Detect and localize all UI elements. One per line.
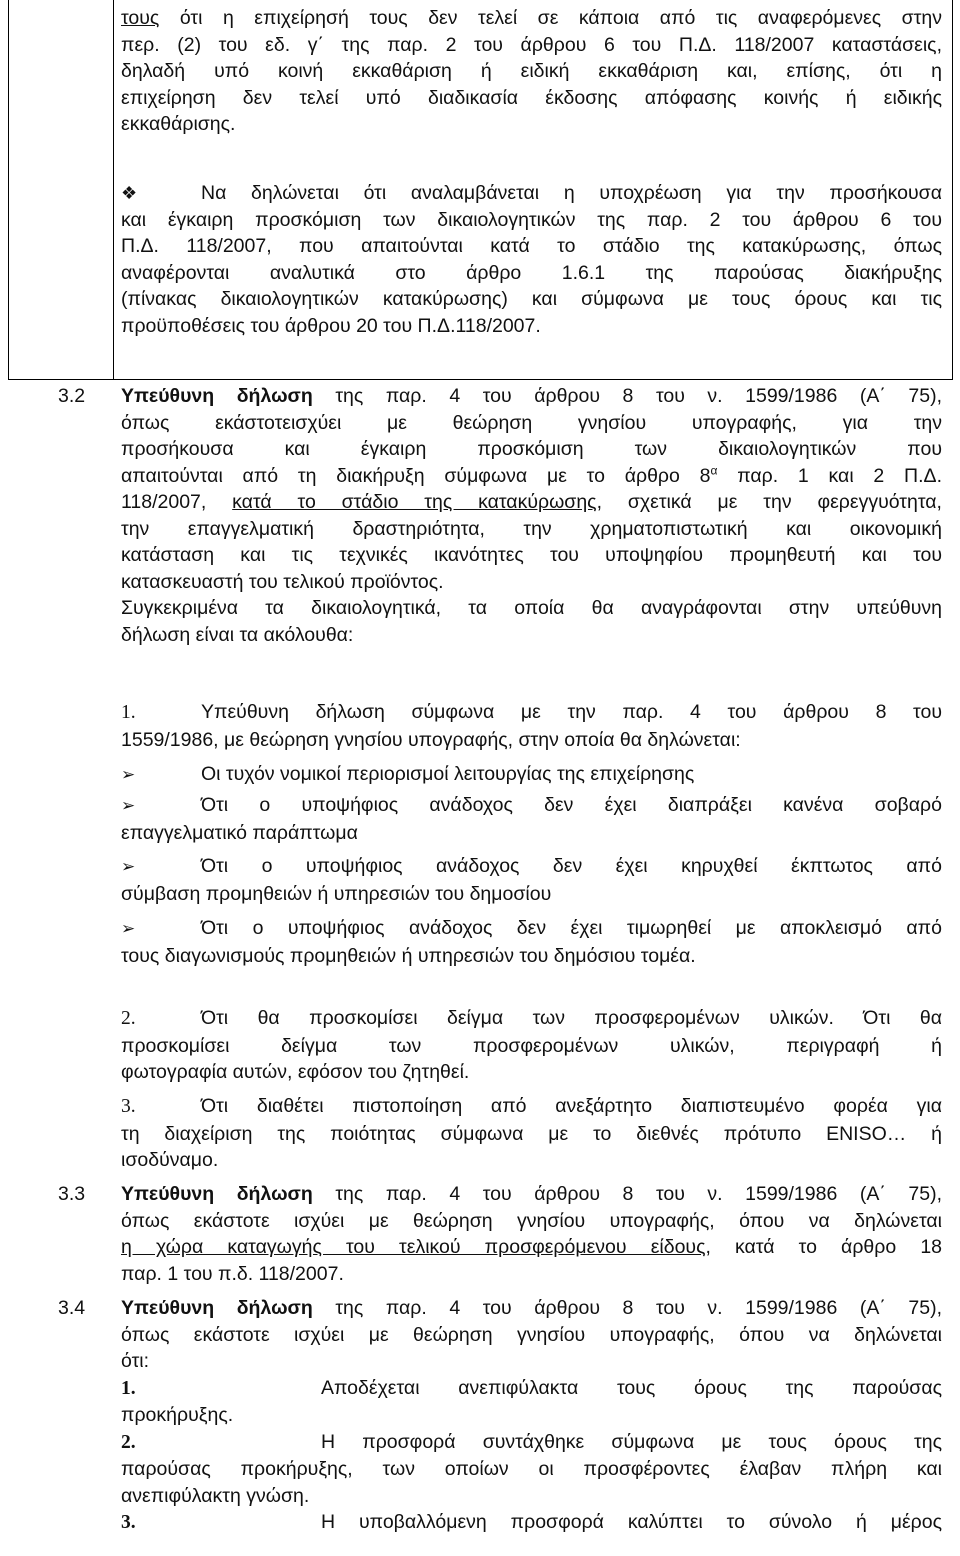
arrow-bullet-icon: ➢ [121,765,136,784]
section-number-3-2: 3.2 [58,385,86,407]
diamond-bullet-icon: ❖ [121,183,138,203]
section-3-3: Υπεύθυνη δήλωση της παρ. 4 του άρθρου 8 του ν. 1599/1986 (Α΄ 75), όπως εκάστοτε ισχύει με θεώρηση γνησίου υπογραφής, όπου να δηλώνεται η χώρα καταγωγής του τελικού προσφερόμενου είδους, κατά το άρθρο 18 παρ. 1 του π.δ. 118/2007. [121,1183,943,1285]
arrow-bullet-icon: ➢ [121,857,136,876]
table-border-right [952,0,953,380]
arrow-bullet-icon: ➢ [121,796,136,815]
item-3-2-3: 3. Ότι διαθέτει πιστοποίηση από ανεξάρτητο διαπιστευμένο φορέα για τη διαχείριση της ποιότητας σύμφωνα με το διεθνές πρότυπο ENISO… ή ισοδύναμο. [121,1095,942,1171]
bullet-3: ➢ Ότι ο υποψήφιος ανάδοχος δεν έχει κηρυχθεί έκπτωτος από σύμβαση προμηθειών ή υπηρεσιών του δημοσίου [121,855,942,905]
section-3-4: Υπεύθυνη δήλωση της παρ. 4 του άρθρου 8 του ν. 1599/1986 (Α΄ 75), όπως εκάστοτε ισχύει με θεώρηση γνησίου υπογραφής, όπου να δηλώνεται ότι: 1. Αποδέχεται ανεπιφύλακτα τους όρους της παρούσας προκήρυξης. 2. Η προσφορά συντάχθηκε σύμφωνα με τους όρους της παρούσας προκήρυξης, των οποίων οι προσφέροντες έλαβαν πλήρη και ανεπιφύλακτη γνώση. 3. Η υποβαλλόμενη προσφορά καλύπτει το σύνολο ή μέρος [121,1297,942,1533]
item-3-2-1: 1. Υπεύθυνη δήλωση σύμφωνα με την παρ. 4 του άρθρου 8 του 1559/1986, με θεώρηση γνησίου υπογραφής, στην οποία θα δηλώνεται: [121,701,942,751]
bullet-4: ➢ Ότι ο υποψήφιος ανάδοχος δεν έχει τιμωρηθεί με αποκλεισμό από τους διαγωνισμούς προμηθειών ή υπηρεσιών του δημόσιου τομέα. [121,917,942,967]
bullet-2: ➢ Ότι ο υποψήφιος ανάδοχος δεν έχει διαπράξει κανένα σοβαρό επαγγελματικό παράπτωμα [121,794,942,844]
diamond-paragraph: ❖ Να δηλώνεται ότι αναλαμβάνεται η υποχρέωση για την προσήκουσα και έγκαιρη προσκόμιση των δικαιολογητικών της παρ. 2 του άρθρου 6 του Π.Δ. 118/2007, που απαιτούνται κατά το στάδιο της κατακύρωσης, όπως αναφέρονται αναλυτικά στο άρθρο 1.6.1 της παρούσας διακήρυξης (πίνακας δικαιολογητικών κατακύρωσης) και σύμφωνα με τους όρους και τις προϋποθέσεις του άρθρου 20 του Π.Δ.118/2007. [121,182,942,337]
item-3-2-2: 2. Ότι θα προσκομίσει δείγμα των προσφερομένων υλικών. Ότι θα προσκομίσει δείγμα των προσφερομένων υλικών, περιγραφή ή φωτογραφία αυτών, εφόσον του ζητηθεί. [121,1007,942,1083]
table-border-bottom [8,379,953,380]
section-3-2: Υπεύθυνη δήλωση της παρ. 4 του άρθρου 8 του ν. 1599/1986 (Α΄ 75), όπως εκάστοτεισχύει με θεώρηση γνησίου υπογραφής, για την προσήκουσα και έγκαιρη προσκόμιση των δικαιολογητικών που απαιτούνται από τη διακήρυξη σύμφωνα με το άρθρο $8^\alpha$ παρ. 1 και 2 Π.Δ. 118/2007, κατά το στάδιο της κατακύρωσης, σχετικά με την φερεγγυότητα, την επαγγελματική δραστηριότητα, την χρηματοπιστωτική και οικονομική κατάσταση και τις τεχνικές ικανότητες του υποψηφίου προμηθευτή και του κατασκευαστή του τελικού προϊόντος. Συγκεκριμένα τα δικαιολογητικά, τα οποία θα αναγράφονται στην υπεύθυνη δήλωση είναι τα ακόλουθα: [121,385,942,646]
section-number-3-3: 3.3 [58,1183,86,1205]
table-border-left [8,0,9,380]
top-paragraph: τους ότι η επιχείρησή τους δεν τελεί σε κάποια από τις αναφερόμενες στην περ. (2) του εδ. γ΄ της παρ. 2 του άρθρου 6 του Π.Δ. 118/2007 καταστάσεις, δηλαδή υπό κοινή εκκαθάριση ή ειδική εκκαθάριση και, επίσης, ότι η επιχείρηση δεν τελεί υπό διαδικασία έκδοσης απόφασης κοινής ή ειδικής εκκαθάρισης. [121,7,942,135]
arrow-bullet-icon: ➢ [121,919,136,938]
bullet-list: ➢ Οι τυχόν νομικοί περιορισμοί λειτουργίας της επιχείρησης [121,761,942,789]
table-border-col [113,0,114,380]
section-number-3-4: 3.4 [58,1297,86,1319]
